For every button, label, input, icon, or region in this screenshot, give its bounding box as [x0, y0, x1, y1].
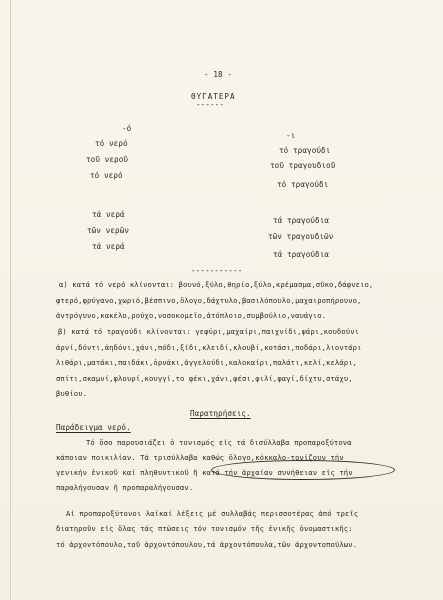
obs-line-1: Τό ὅσο παρουσιάζει ὁ τονισμός εἰς τά δισύλλαβα προπαροξύτονα — [86, 438, 352, 447]
page-number: - 18 - — [204, 70, 233, 79]
para-b-line-5: βυθίου. — [56, 389, 87, 398]
left-singular-3: τό νερό — [90, 171, 123, 180]
para-b-line-3: λιθάρι,ματάκι,παιδάκι,ὀρνάκι,ἀγγελούδι,καλοκαίρι,παλάτι,κελί,κελάρι, — [56, 358, 358, 367]
left-singular-1: τό νερό — [95, 139, 128, 148]
left-plural-1: τά νερά — [92, 210, 125, 219]
title-underline: ------ — [196, 100, 225, 109]
right-plural-1: τά τραγούδια — [273, 216, 330, 225]
section-separator: ----------- — [191, 266, 243, 275]
right-column-header: -ι — [286, 131, 296, 140]
left-plural-3: τά νερά — [92, 242, 125, 251]
subheading: Παράδειγμα νερό. — [56, 423, 131, 432]
obs-line-3: γενικήν ἑνικοῦ καί πληθυντικοῦ ἤ κατά τήν ἀρχαίαν συνήθειαν εἰς τήν — [56, 468, 353, 477]
para-b-line-2: ἀρνί,δόντι,ἀηδόνι,χάνι,πόδι,ξίδι,κλειδί,κλουβί,κοτάσι,ποδάρι,λιοντάρι — [56, 343, 362, 352]
right-singular-3: τό τραγούδι — [277, 180, 329, 189]
para-a-line-1: α) κατά τό νερό κλίνονται: βουνό,ξύλο,θηρίο,ξύλο,κρέμασμα,σῦκο,δάφνειο, — [59, 280, 374, 289]
left-plural-2: τῶν νερῶν — [87, 226, 130, 235]
final-line-1: Αἱ προπαροξύτονοι λαϊκαί λέξεις μέ συλλαβάς περισσοτέρας ἀπό τρεῖς — [66, 509, 359, 518]
left-column-header: -ό — [122, 124, 132, 133]
obs-line-2: κάποιαν ποικιλίαν. Τά τρισύλλαβα καθώς ὅλογο,κόκκαλο-τονίζουν τήν — [56, 453, 344, 462]
para-a-line-2: φτερό,φρύγανο,χωριό,βέσπινο,ὅλογο,δάχτυλο,βασιλόπουλο,μαχαιροπήρουνο, — [56, 296, 362, 305]
margin-line — [10, 0, 11, 600]
title: ΘΥΓΑΤΕΡΑ — [191, 92, 236, 101]
right-plural-2: τῶν τραγουδιῶν — [268, 232, 334, 241]
para-b-line-1: β) κατά τό τραγούδι κλίνονται: γεφύρι,μαχαίρι,παιχνίδι,ψάρι,κουδούνι — [58, 327, 360, 336]
final-line-3: τό ἀρχοντόπουλο,τοῦ ἀρχοντόπουλου,τά ἀρχοντόπουλα,τῶν ἀρχοντοπούλων. — [56, 540, 358, 549]
handwritten-circle — [211, 460, 395, 480]
final-line-2: διατηροῦν εἰς ὅλας τάς πτώσεις τόν τονισμόν τῆς ἑνικῆς ὀνομαστικῆς: — [56, 524, 353, 533]
section-heading: Παρατηρήσεις. — [190, 409, 251, 418]
para-a-line-3: ἀντρόγυνο,κακέλο,ρούχο,νοσοκομεῖο,ἀτόπλοιο,συμβούλιο,ναυάγιο. — [56, 311, 327, 320]
left-singular-2: τοῦ νεροῦ — [86, 155, 129, 164]
para-b-line-4: σπίτι,σκαμνί,φλουρί,κουγγί,το φέκι,χάνι,φέσι,φιλί,φαγί,δίχτυ,στάχυ, — [56, 374, 353, 383]
right-plural-3: τά τραγούδια — [273, 250, 330, 259]
right-singular-1: τό τραγούδι — [279, 146, 331, 155]
right-singular-2: τοῦ τραγουδιοῦ — [270, 161, 336, 170]
obs-line-4: παραλήγουσαν ἤ προπαραλήγουσαν. — [56, 483, 194, 492]
